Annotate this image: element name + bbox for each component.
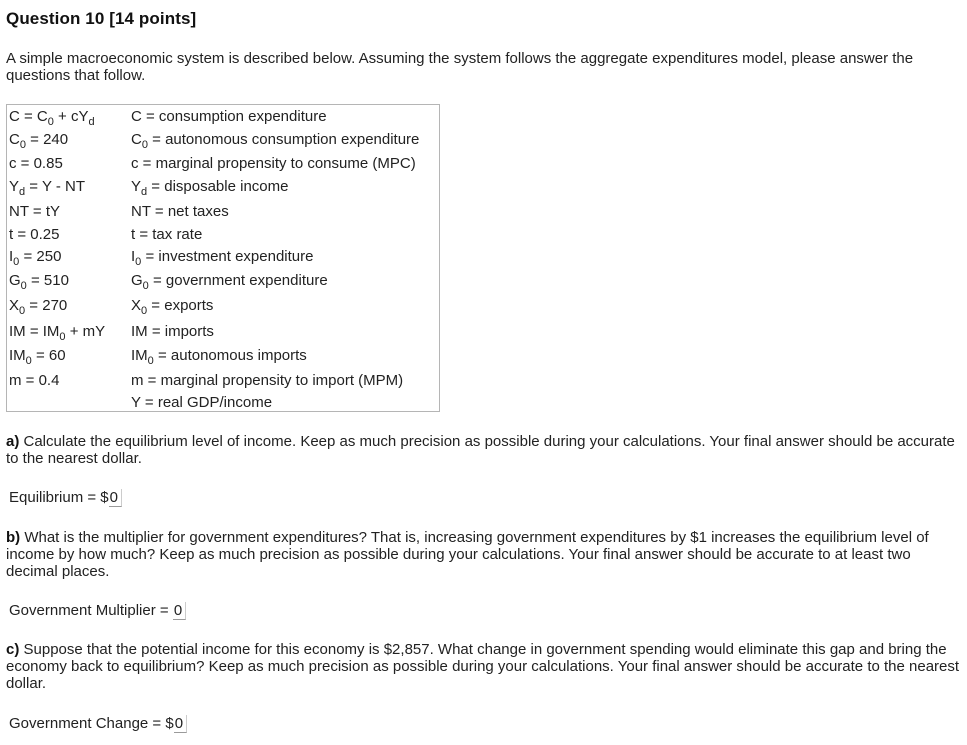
part-a-question (6, 433, 961, 467)
equation-text: IM (131, 347, 148, 364)
equation-text: IM = IM (9, 323, 60, 340)
equation-row (7, 297, 439, 317)
equation-text: = 60 (31, 347, 66, 364)
question-intro: A simple macroeconomic system is described below. Assuming the system follows the aggregate expenditures model, please answer the questions that follow. (6, 50, 914, 84)
subscript: 0 (20, 280, 27, 292)
equation-text: Y (9, 178, 20, 195)
variable-description (131, 297, 214, 317)
variable-description (131, 347, 307, 367)
equation-text: NT = net taxes (131, 203, 229, 220)
equation-text: Y = real GDP/income (131, 394, 273, 411)
equation-definition (9, 297, 68, 317)
variable-description (131, 372, 403, 389)
equation-text: = 240 (25, 131, 69, 148)
part-a-text: Calculate the equilibrium level of income. Keep as much precision as possible during your calculations. Your final answer should be accurate to the nearest dollar. (6, 433, 955, 467)
subscript: 0 (59, 331, 66, 343)
equation-text: NT = tY (9, 203, 60, 220)
equation-text: m = 0.4 (9, 372, 60, 389)
part-c-question (6, 641, 961, 692)
equation-text: = government expenditure (148, 272, 328, 289)
part-b-question (6, 529, 961, 580)
equation-definition (9, 203, 60, 220)
equation-text: = investment expenditure (141, 248, 314, 265)
subscript: 0 (142, 280, 149, 292)
subscript: 0 (141, 139, 148, 151)
government-multiplier-input[interactable]: 0 (173, 602, 186, 620)
subscript: 0 (147, 355, 154, 367)
equation-text: t = 0.25 (9, 226, 60, 243)
equation-text: c = 0.85 (9, 155, 63, 172)
equation-text: = exports (147, 297, 214, 314)
equation-definition (9, 347, 66, 367)
equation-text: m = marginal propensity to import (MPM) (131, 372, 404, 389)
equation-text: + mY (65, 323, 106, 340)
subscript: 0 (141, 305, 148, 317)
equation-definition (9, 372, 59, 389)
equation-row (7, 203, 439, 223)
equation-definition (9, 155, 63, 172)
variable-description (131, 323, 214, 340)
variable-description (131, 226, 202, 243)
variable-description (131, 108, 327, 125)
equation-definition (9, 248, 62, 268)
equation-row (7, 248, 439, 268)
equation-text: = autonomous consumption expenditure (147, 131, 420, 148)
equation-row (7, 272, 439, 292)
part-c-label: c) (6, 641, 20, 658)
part-a-answer (9, 489, 122, 507)
equation-text: X (9, 297, 20, 314)
equation-text: C (9, 131, 20, 148)
equation-text: G (9, 272, 21, 289)
equation-row (7, 108, 439, 128)
equation-definition (9, 131, 69, 151)
equilibrium-input[interactable]: 0 (109, 489, 122, 507)
subscript: d (141, 186, 148, 198)
equation-definition (9, 272, 69, 292)
variable-description (131, 248, 314, 268)
subscript: d (88, 116, 95, 128)
part-b-label: b) (6, 529, 21, 546)
equation-row (7, 372, 439, 392)
variable-description (131, 203, 229, 220)
equation-row (7, 226, 439, 246)
equation-text: I (9, 248, 14, 265)
equation-definition (9, 323, 106, 343)
equation-row (7, 178, 439, 198)
equation-definition (9, 108, 95, 128)
government-change-input[interactable]: 0 (174, 715, 187, 733)
variable-description (131, 394, 272, 411)
equation-definition (9, 178, 86, 198)
equation-text: = 510 (26, 272, 69, 289)
equation-text: G (131, 272, 143, 289)
subscript: 0 (135, 256, 142, 268)
part-b-answer (9, 602, 186, 620)
subscript: 0 (19, 305, 26, 317)
equation-text: C = C (9, 108, 48, 125)
equation-text: X (131, 297, 142, 314)
subscript: 0 (13, 256, 20, 268)
equation-text: = Y - NT (25, 178, 86, 195)
equation-text: = 270 (25, 297, 68, 314)
equation-text: Y (131, 178, 142, 195)
subscript: 0 (25, 355, 32, 367)
equation-text: IM (9, 347, 26, 364)
equation-text: = disposable income (147, 178, 289, 195)
part-c-text: Suppose that the potential income for this economy is $2,857. What change in government spending would eliminate this gap and bring the economy back to equilibrium? Keep as much precision as possible during your calculations. Your final answer should be accurate to the nearest dollar. (6, 641, 960, 692)
equation-text: = autonomous imports (153, 347, 307, 364)
equation-text: C (131, 131, 142, 148)
subscript: 0 (19, 139, 26, 151)
part-c-answer (9, 715, 187, 733)
equation-text: + cY (53, 108, 89, 125)
subscript: 0 (47, 116, 54, 128)
equation-row (7, 155, 439, 175)
variable-description (131, 155, 416, 172)
equation-text: C = consumption expenditure (131, 108, 327, 125)
equation-text: = 250 (19, 248, 62, 265)
equilibrium-label: Equilibrium = $ (9, 489, 109, 506)
government-multiplier-label: Government Multiplier = (9, 602, 173, 619)
part-a-label: a) (6, 433, 20, 450)
equation-row (7, 394, 439, 414)
variable-description (131, 272, 328, 292)
question-title: Question 10 [14 points] (6, 9, 197, 28)
equation-text: I (131, 248, 136, 265)
part-b-text: What is the multiplier for government expenditures? That is, increasing government expenditures by $1 increases the equilibrium level of income by how much? Keep as much precision as possible during your calculations. Your final answer should be accurate to at least two decimal places. (6, 529, 929, 580)
variable-description (131, 178, 289, 198)
equation-row (7, 323, 439, 343)
variable-description (131, 131, 420, 151)
equation-text: IM = imports (131, 323, 214, 340)
equation-row (7, 131, 439, 151)
equation-table (6, 104, 440, 412)
government-change-label: Government Change = $ (9, 715, 174, 732)
equation-text: c = marginal propensity to consume (MPC) (131, 155, 416, 172)
equation-text: t = tax rate (131, 226, 203, 243)
equation-definition (9, 226, 59, 243)
subscript: d (19, 186, 26, 198)
equation-row (7, 347, 439, 367)
